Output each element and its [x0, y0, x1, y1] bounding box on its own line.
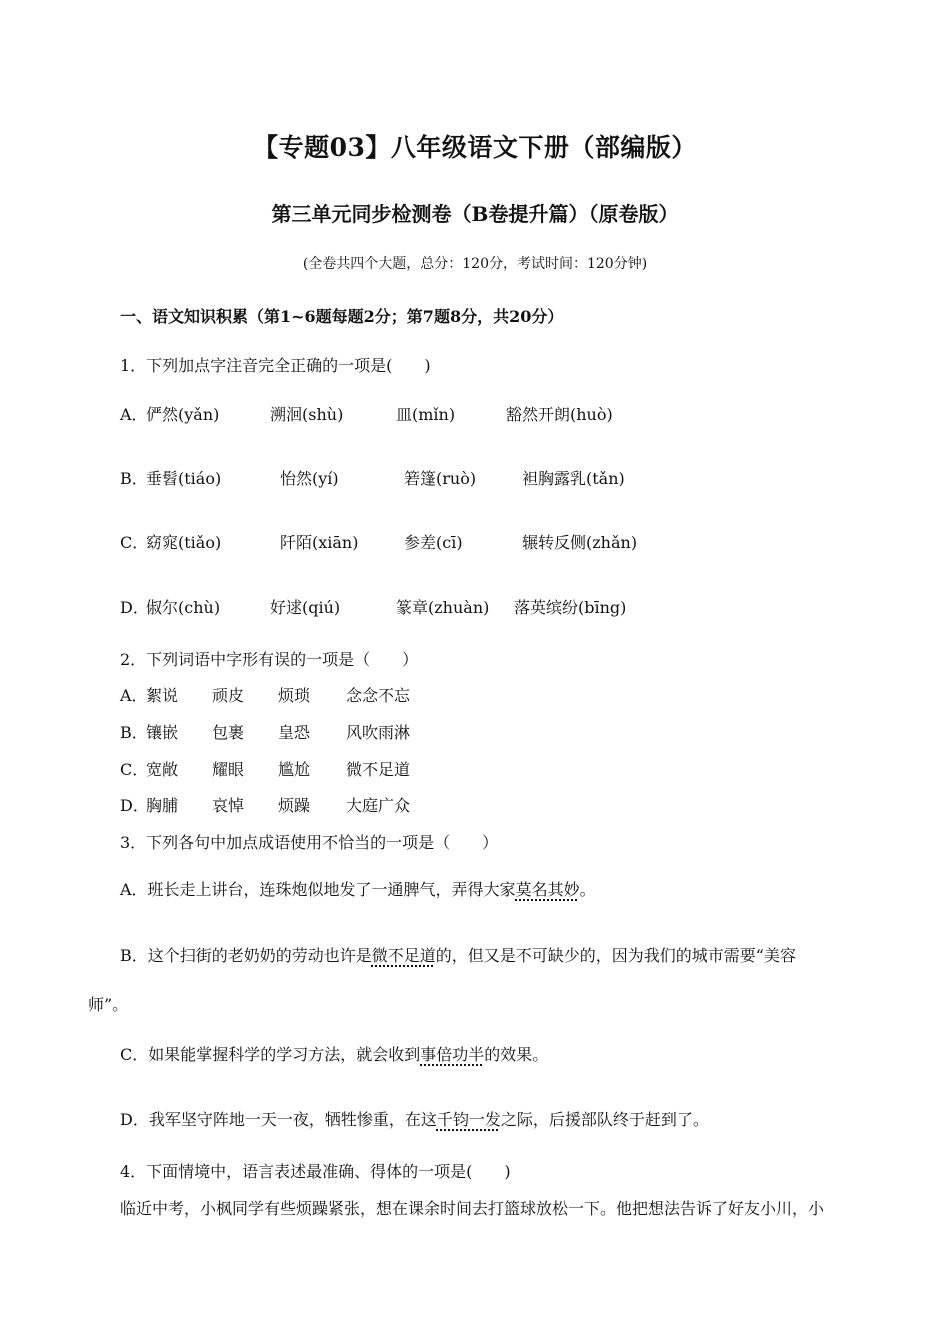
option-label: D．: [120, 598, 149, 617]
question-3-option-b: [120, 943, 796, 966]
question-3-option-a: [120, 877, 596, 900]
question-3-option-b-continued: 师”。: [88, 995, 129, 1014]
document-subtitle: 第三单元同步检测卷（B卷提升篇）（原卷版）: [271, 202, 679, 226]
option-item: 风吹雨淋: [346, 723, 411, 742]
option-item: 絮说: [146, 686, 179, 705]
question-1-stem: 1．下列加点字注音完全正确的一项是( ): [120, 356, 431, 375]
option-text: A．班长走上讲台，连珠炮似地发了一通脾气，弄得大家: [120, 880, 516, 899]
option-item: 豁然开朗(huò): [506, 405, 613, 424]
option-label: B．: [120, 469, 148, 488]
option-item: 胸脯: [146, 796, 179, 815]
option-item: 袒胸露乳(tǎn): [522, 469, 625, 488]
option-item: 顽皮: [212, 686, 245, 705]
option-item: 辗转反侧(zhǎn): [522, 533, 638, 552]
dotted-idiom: 微不足道: [371, 946, 436, 965]
option-item: 箬篷(ruò): [404, 469, 477, 488]
option-text: B．这个扫街的老奶奶的劳动也许是: [120, 946, 372, 965]
option-label: C．: [120, 760, 149, 779]
option-text: 。: [579, 880, 596, 899]
option-text: 的效果。: [484, 1045, 549, 1064]
dotted-idiom: 千钧一发: [436, 1110, 501, 1129]
option-text: 的，但又是不可缺少的，因为我们的城市需要“美容: [435, 946, 796, 965]
option-label: A．: [120, 405, 148, 424]
question-2-stem: 2．下列词语中字形有误的一项是（ ）: [120, 650, 419, 669]
exam-note: (全卷共四个大题，总分：120分，考试时间：120分钟): [302, 256, 648, 272]
question-3-option-d: [120, 1107, 709, 1130]
option-item: 大庭广众: [346, 796, 411, 815]
option-item: 哀悼: [212, 796, 245, 815]
question-3-option-c: [120, 1042, 548, 1065]
option-label: A．: [120, 686, 148, 705]
option-item: 落英缤纷(bīng): [514, 598, 627, 617]
option-item: 好逑(qiú): [270, 598, 341, 617]
question-3-stem: 3．下列各句中加点成语使用不恰当的一项是（ ）: [120, 833, 499, 852]
option-item: 尴尬: [278, 760, 311, 779]
document-title: 【专题03】八年级语文下册（部编版）: [253, 133, 697, 162]
option-item: 镶嵌: [146, 723, 179, 742]
option-text: C．如果能掌握科学的学习方法，就会收到: [120, 1045, 421, 1064]
option-text: 之际，后援部队终于赶到了。: [500, 1110, 709, 1129]
option-item: 垂髫(tiáo): [146, 469, 222, 488]
option-item: 皿(mǐn): [396, 405, 456, 424]
section-heading: 一、语文知识积累（第1~6题每题2分；第7题8分，共20分）: [120, 307, 564, 326]
option-label: B．: [120, 723, 148, 742]
option-item: 念念不忘: [346, 686, 411, 705]
question-4-context: 临近中考，小枫同学有些烦躁紧张，想在课余时间去打篮球放松一下。他把想法告诉了好友小川，小: [120, 1199, 825, 1218]
question-4-stem: 4．下面情境中，语言表述最准确、得体的一项是( ): [120, 1162, 511, 1181]
option-item: 窈窕(tiǎo): [146, 533, 222, 552]
option-item: 皇恐: [278, 723, 311, 742]
option-item: 阡陌(xiān): [280, 533, 359, 552]
option-item: 溯洄(shù): [270, 405, 344, 424]
option-item: 篆章(zhuàn): [396, 598, 490, 617]
option-item: 宽敞: [146, 760, 179, 779]
option-label: D．: [120, 796, 149, 815]
option-text: D．我军坚守阵地一天一夜，牺牲惨重，在这: [120, 1110, 437, 1129]
option-item: 耀眼: [212, 760, 245, 779]
option-item: 参差(cī): [404, 533, 463, 552]
option-item: 烦躁: [278, 796, 311, 815]
option-item: 俨然(yǎn): [146, 405, 220, 424]
option-item: 怡然(yí): [280, 469, 339, 488]
option-item: 包裹: [212, 723, 245, 742]
option-label: C．: [120, 533, 149, 552]
option-item: 俶尔(chù): [146, 598, 221, 617]
option-item: 微不足道: [346, 760, 411, 779]
dotted-idiom: 事倍功半: [420, 1045, 485, 1064]
dotted-idiom: 莫名其妙: [515, 880, 580, 899]
option-item: 烦琐: [278, 686, 311, 705]
